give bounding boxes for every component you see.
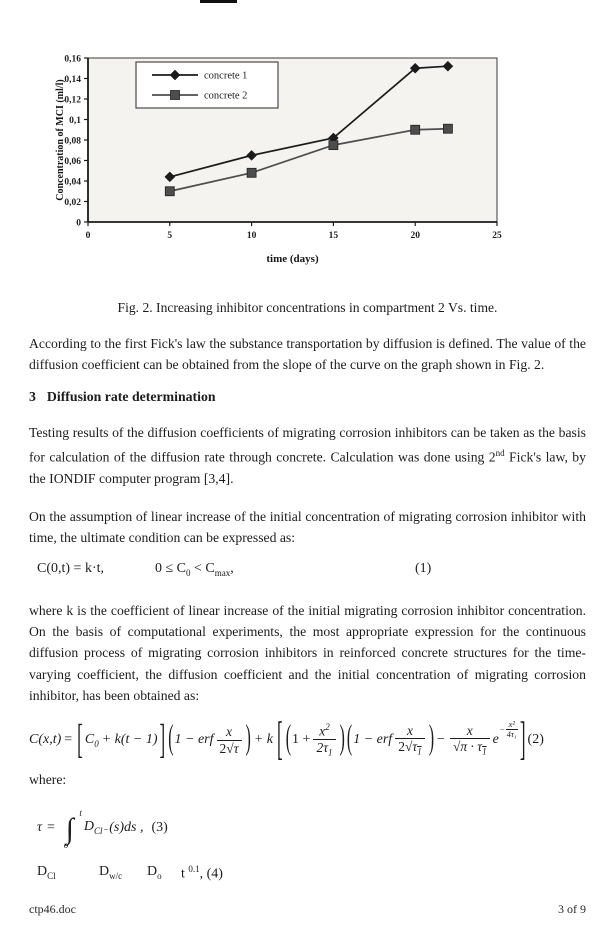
eq2-erf2: 1 − erf — [353, 732, 393, 748]
eq2-number: (2) — [527, 732, 544, 748]
svg-text:0,14: 0,14 — [64, 74, 81, 85]
eq3-rest: (s)ds , — [109, 820, 144, 836]
eq1-sub-max: max — [214, 567, 231, 578]
svg-text:15: 15 — [328, 231, 339, 241]
figure-2-chart — [52, 44, 512, 276]
eq2-paren1-right: ) — [245, 720, 251, 758]
scan-artifact — [200, 0, 237, 3]
footer-filename: ctp46.doc — [29, 902, 76, 916]
paragraph-where-k: where k is the coefficient of linear increase of the initial migrating corrosion inhibitor concentration. On the basis of computational experiments, the most appropriate expression for the continuous diffusion process of migrating corrosion inhibitors in reinforced concrete structures for the time-varying coefficient, the diffusion coefficient and the initial concentration of migrating corrosion inhibitor, has been obtained as: — [29, 602, 586, 703]
eq2-paren1-left: ( — [168, 720, 174, 758]
eq2-minus: − — [437, 732, 445, 748]
eq2-plus-k: + k — [253, 732, 274, 748]
eq3-D-sub: Cl⁻ — [94, 826, 108, 837]
eq2-frac1 — [217, 724, 242, 756]
eq3-equals: = — [47, 820, 55, 836]
paragraph-assumption: On the assumption of linear increase of the initial concentration of migrating corrosion inhibitor with time, the ultimate condition can be expressed as: — [29, 509, 586, 546]
eq2-frac1-den-coef: 2 — [219, 740, 227, 756]
section-number: 3 — [29, 388, 36, 404]
eq2-radical-3: $√\pi \cdot \tau_1$ — [452, 739, 487, 758]
eq3-int-lower: o — [63, 839, 69, 850]
eq2-exp-num: x² — [508, 719, 515, 730]
eq1-lhs: C(0,t) = k·t, — [37, 560, 104, 576]
svg-text:25: 25 — [492, 231, 502, 241]
eq2-radical-2: $√\tau_1$ — [404, 739, 422, 758]
equation-3 — [37, 804, 586, 852]
eq4-d1-sub: Cl — [47, 870, 56, 881]
integral-icon: ∫ — [65, 812, 74, 845]
eq2-frac3-rad-base: τ — [412, 739, 418, 755]
page-footer — [29, 902, 586, 917]
paragraph-ficks-law: According to the first Fick's law the substance transportation by diffusion is defined. The value of the diffusion coefficient can be obtained from the slope of the curve on the graph shown in Fig. 2. — [29, 336, 586, 373]
svg-text:0,16: 0,16 — [64, 54, 81, 65]
eq2-exp-den: 4τ₁ — [506, 728, 517, 739]
eq3-D-term — [84, 819, 107, 837]
eq2-C: C — [84, 731, 95, 747]
eq2-frac1-den — [217, 740, 242, 757]
eq4-d3-sub: o — [157, 870, 162, 881]
eq4-D-wc — [99, 864, 122, 881]
eq2-frac3 — [395, 723, 425, 758]
eq1-cond-b: < C — [190, 560, 215, 576]
eq2-C0 — [85, 732, 99, 749]
eq2-left-bracket: [ — [77, 715, 83, 763]
ordinal-superscript: nd — [495, 447, 505, 458]
equation-1 — [29, 561, 586, 583]
eq2-frac1-radicand: τ — [233, 740, 239, 756]
eq2-paren2-left: ( — [285, 720, 292, 758]
svg-text:0,1: 0,1 — [69, 115, 81, 126]
eq2-e-exponent — [500, 720, 518, 738]
eq1-cond-c: , — [230, 560, 234, 576]
eq2-frac2-num-sup: 2 — [325, 722, 330, 733]
eq2-frac4-num: x — [466, 722, 473, 738]
eq2-equals: = — [64, 732, 73, 748]
eq1-cond-a: 0 ≤ C — [155, 560, 187, 576]
svg-text:20: 20 — [410, 231, 420, 241]
eq3-tau: τ — [37, 820, 43, 836]
eq2-frac2-num — [316, 722, 333, 739]
svg-text:0,06: 0,06 — [64, 156, 81, 167]
eq4-D-o — [147, 864, 162, 881]
eq2-frac3-den-coef: 2 — [398, 739, 405, 755]
eq2-left-bracket2: [ — [277, 712, 283, 765]
equation-2 — [29, 712, 586, 765]
eq1-sub-0: 0 — [186, 567, 191, 578]
svg-text:0,04: 0,04 — [64, 177, 81, 188]
eq4-d1: D — [37, 864, 48, 880]
eq2-frac3-radicand — [412, 739, 422, 758]
eq2-frac2 — [313, 722, 335, 758]
eq4-t-sup: 0.1 — [188, 864, 200, 875]
eq2-frac2-den-base: 2τ — [316, 740, 329, 756]
eq2-frac4-den-sub: 1 — [482, 747, 487, 758]
footer-page-number: 3 of 9 — [558, 902, 586, 916]
equation-4 — [29, 864, 586, 886]
svg-text:5: 5 — [167, 231, 173, 241]
paragraph-testing-results-b: Fick's law, by the IONDIF computer program [3,4]. — [29, 449, 586, 486]
svg-text:0,12: 0,12 — [64, 95, 81, 106]
section-title: Diffusion rate determination — [46, 388, 216, 404]
eq2-frac4-den-base: π · τ — [460, 739, 483, 755]
eq2-one-plus: 1 + — [292, 732, 311, 748]
eq2-frac4-den — [450, 738, 490, 757]
eq2-paren3-left: ( — [346, 720, 353, 758]
eq2-lhs: C(x,t) — [29, 732, 62, 748]
eq2-e-base: e — [492, 732, 499, 748]
svg-text:0,02: 0,02 — [64, 197, 81, 208]
eq3-int-upper: t — [79, 807, 82, 818]
eq2-kterm: + k(t − 1) — [101, 732, 158, 748]
eq2-exp-frac — [506, 720, 518, 738]
eq4-D-Cl — [37, 864, 56, 881]
eq2-frac3-den — [395, 738, 425, 757]
eq1-condition — [155, 561, 234, 578]
eq4-t-term — [181, 864, 223, 883]
eq3-integral — [62, 807, 82, 850]
eq2-right-bracket: ] — [159, 715, 166, 763]
eq2-frac2-den-sub: 1 — [328, 747, 333, 758]
eq3-number: (3) — [151, 820, 168, 836]
figure-2 — [52, 44, 512, 276]
eq2-frac4 — [450, 723, 490, 758]
eq2-right-bracket2: ] — [519, 712, 526, 765]
eq2-frac2-num-base: x — [319, 723, 326, 739]
svg-text:0: 0 — [76, 218, 81, 229]
eq2-frac3-rad-sub: 1 — [417, 747, 422, 758]
eq2-frac1-num: x — [226, 724, 233, 740]
eq4-d2-sub: w/c — [109, 870, 123, 881]
eq4-t: t — [181, 866, 185, 882]
eq4-d2: D — [99, 864, 110, 880]
eq2-e-term — [493, 732, 499, 748]
eq2-frac4-radicand — [460, 739, 487, 758]
eq2-paren3-right: ) — [428, 720, 435, 758]
eq2-erf1: 1 − erf — [174, 732, 214, 748]
svg-text:concrete 2: concrete 2 — [204, 90, 248, 102]
svg-text:time (days): time (days) — [266, 253, 319, 265]
eq2-frac2-den — [313, 739, 335, 758]
where-label: where: — [29, 772, 67, 788]
eq4-tail: , (4) — [199, 866, 223, 882]
eq2-C-sub: 0 — [94, 738, 99, 749]
paragraph-testing-results — [29, 422, 586, 489]
eq3-D: D — [83, 819, 94, 835]
eq2-frac3-num: x — [406, 722, 413, 738]
eq4-d3: D — [147, 864, 158, 880]
eq2-exp-minus: − — [499, 723, 505, 734]
eq2-radical-1: √τ — [226, 740, 239, 756]
svg-text:0,08: 0,08 — [64, 136, 81, 147]
svg-text:concrete 1: concrete 1 — [204, 70, 248, 82]
figure-caption: Fig. 2. Increasing inhibitor concentrations in compartment 2 Vs. time. — [117, 300, 498, 315]
paragraph-testing-results-a: Testing results of the diffusion coefficients of migrating corrosion inhibitors can be taken as the basis for calculation of the diffusion rate through concrete. Calculation was done using 2 — [29, 424, 586, 465]
eq1-number: (1) — [415, 560, 432, 576]
section-heading — [29, 389, 586, 405]
svg-text:0: 0 — [85, 231, 91, 241]
eq2-paren2-right: ) — [339, 720, 345, 758]
svg-text:Concentration of MCI (ml/l): Concentration of MCI (ml/l) — [55, 79, 66, 201]
svg-text:10: 10 — [246, 231, 257, 241]
